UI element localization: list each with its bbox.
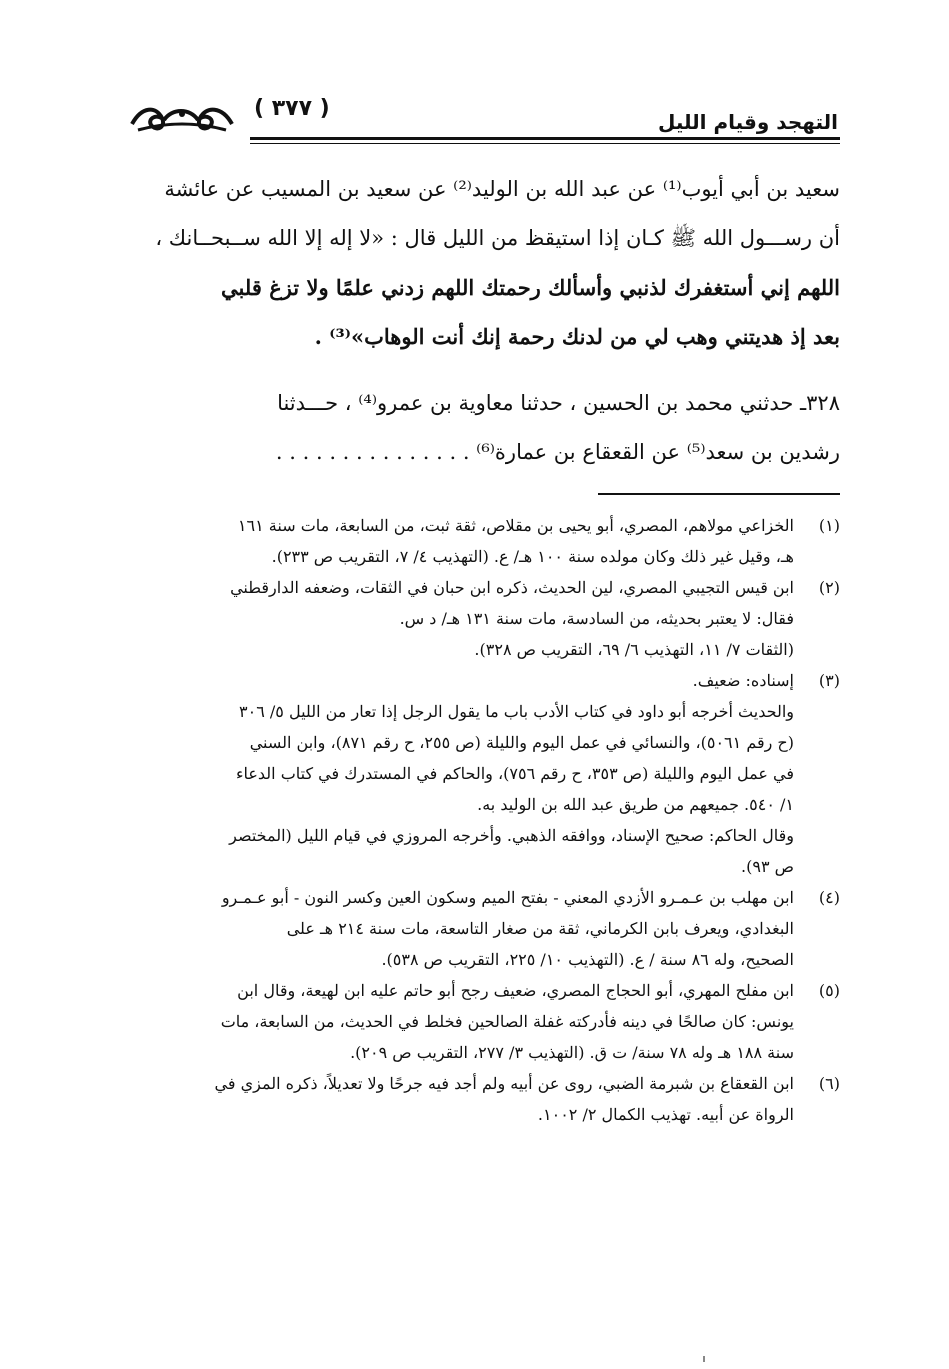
footnote-line: الخزاعي مولاهم، المصري، أبو يحيى بن مقلاص، ثقة ثبت، من السابعة، مات سنة ١٦١: [237, 516, 794, 535]
footnote-line: البغدادي، ويعرف بابن الكرماني، ثقة من صغار التاسعة، مات سنة ٢١٤ هـ على: [286, 919, 794, 938]
footnote-5: [125, 975, 840, 1068]
footnote-3: [125, 665, 840, 882]
footnote-line: ابن مفلح المهري، أبو الحجاج المصري، ضعيف رجح أبو حاتم عليه ابن لهيعة، وقال ابن: [237, 981, 794, 1000]
footnote-line: في عمل اليوم والليلة (ص ٣٥٣، ح رقم ٧٥٦)، والحاكم في المستدرك في كتاب الدعاء: [235, 764, 794, 783]
footnote-number: (٤): [818, 888, 840, 907]
footnote-line: وقال الحاكم: صحيح الإسناد، ووافقه الذهبي. وأخرجه المروزي في قيام الليل (المختصر: [229, 826, 794, 845]
footnote-number: (٦): [818, 1074, 840, 1093]
main-line-hadith: بعد إذ هديتني وهب لي من لدنك رحمة إنك أنت الوهاب»⁽³⁾ .: [314, 324, 840, 349]
footnote-line: (ح رقم ٥٠٦١)، والنسائي في عمل اليوم والليلة (ص ٢٥٥، ح رقم ٨٧١)، وابن السني: [249, 733, 794, 752]
main-line-narration: رشدين بن سعد⁽⁵⁾ عن القعقاع بن عمارة⁽⁶⁾ . . . . . . . . . . . . . . .: [275, 440, 840, 464]
footnote-line: ١/ ٥٤٠. جميعهم من طريق عبد الله بن الوليد به.: [477, 795, 794, 814]
footnote-line: إسناده: ضعيف.: [692, 671, 794, 690]
footnote-1: [125, 510, 840, 572]
footnote-line: هـ، وقيل غير ذلك وكان مولده سنة ١٠٠ هـ/ ع. (التهذيب ٤/ ٧، التقريب ص ٢٣٣).: [271, 547, 794, 566]
footnote-separator: [598, 493, 840, 495]
decorative-ornament-icon: [128, 100, 236, 136]
main-line-narration: ٣٢٨ـ حدثني محمد بن الحسين ، حدثنا معاوية بن عمرو⁽⁴⁾ ، حـــدثنا: [277, 391, 840, 415]
footnote-line: (الثقات ٧/ ١١، التهذيب ٦/ ٦٩، التقريب ص ٣٢٨).: [474, 640, 794, 659]
footnote-line: الصحيح، وله ٨٦ سنة / ع. (التهذيب ١٠/ ٢٢٥، التقريب ص ٥٣٨).: [381, 950, 794, 969]
footnote-6: [125, 1068, 840, 1130]
main-line-hadith: اللهم إني أستغفرك لذنبي وأسألك رحمتك اللهم زدني علمًا ولا تزغ قلبي: [221, 275, 840, 300]
main-line: سعيد بن أبي أيوب⁽¹⁾ عن عبد الله بن الوليد⁽²⁾ عن سعيد بن المسيب عن عائشة: [164, 177, 840, 201]
main-text: [125, 165, 840, 477]
footnote-4: [125, 882, 840, 975]
page-header: [128, 92, 840, 138]
footnote-line: ابن القعقاع بن شبرمة الضبي، روى عن أبيه ولم أجد فيه جرحًا ولا تعديلاً، ذكره المزي في: [214, 1074, 794, 1093]
header-rule-thin: [250, 143, 840, 144]
footnote-line: يونس: كان صالحًا في دينه فأدركته غفلة الصالحين فخلط في الحديث، من السابعة، مات: [220, 1012, 794, 1031]
scan-artifact: [703, 1356, 705, 1362]
footnote-number: (٣): [818, 671, 840, 690]
footnote-line: سنة ١٨٨ هـ وله ٧٨ سنة/ ت ق. (التهذيب ٣/ ٢٧٧، التقريب ص ٢٠٩).: [350, 1043, 794, 1062]
footnote-line: والحديث أخرجه أبو داود في كتاب الأدب باب ما يقول الرجل إذا تعار من الليل ٥/ ٣٠٦: [239, 702, 794, 721]
footnote-line: فقال: لا يعتبر بحديثه، من السادسة، مات سنة ١٣١ هـ/ د س.: [399, 609, 794, 628]
page-number: ( ٣٧٧ ): [254, 96, 330, 121]
footnote-2: [125, 572, 840, 665]
header-rule-thick: [250, 137, 840, 140]
footnote-line: الرواة عن أبيه. تهذيب الكمال ٢/ ١٠٠٢.: [537, 1105, 794, 1124]
footnote-line: ص ٩٣).: [741, 857, 794, 876]
running-title: التهجد وقيام الليل: [657, 110, 838, 134]
footnote-number: (٢): [818, 578, 840, 597]
footnote-line: ابن مهلب بن عـمـرو الأزدي المعني - بفتح الميم وسكون العين وكسر النون - أبو عـمـرو: [221, 888, 794, 907]
footnote-line: ابن قيس التجيبي المصري، لين الحديث، ذكره ابن حبان في الثقات، وضعفه الدارقطني: [230, 578, 794, 597]
main-line: أن رســـول الله ﷺ كـان إذا استيقظ من الليل قال : «لا إله إلا الله ســبحــانك ،: [155, 226, 840, 250]
footnote-number: (١): [818, 516, 840, 535]
footnote-number: (٥): [818, 981, 840, 1000]
footnotes: [125, 510, 840, 1130]
